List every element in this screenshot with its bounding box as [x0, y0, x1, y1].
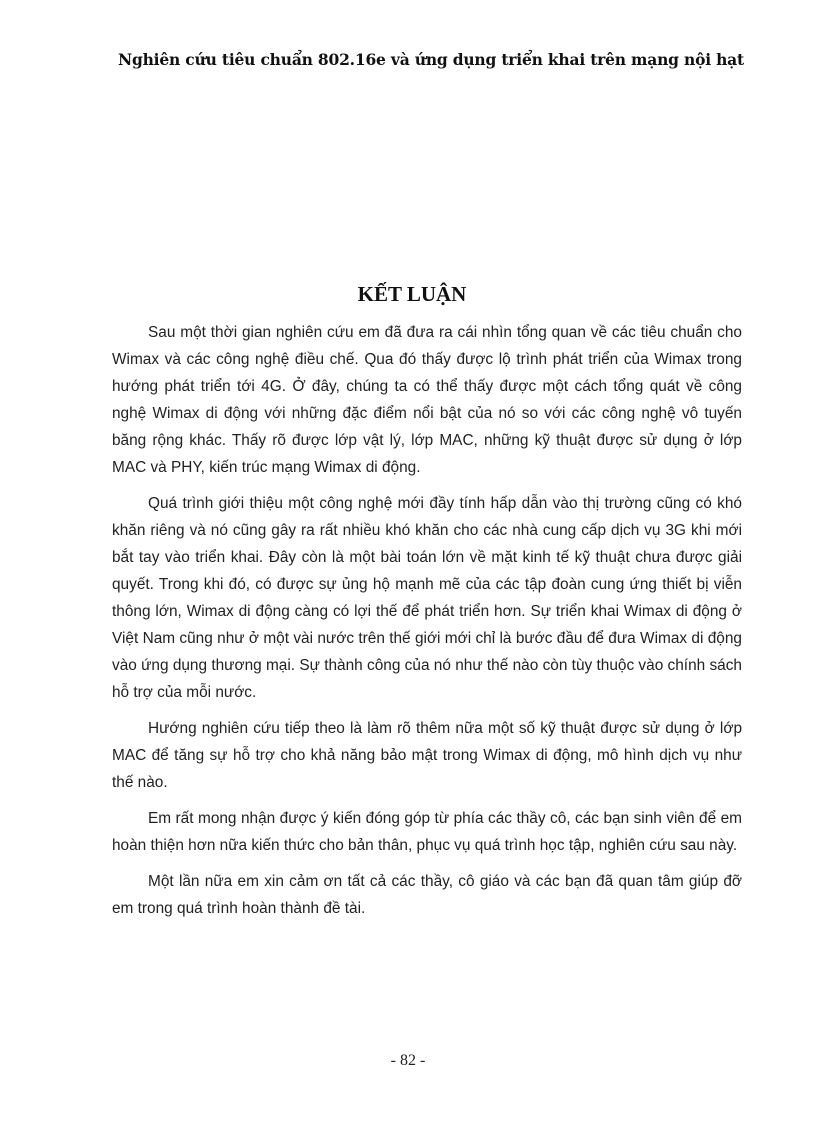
- paragraph-5: Một lần nữa em xin cảm ơn tất cả các thầy, cô giáo và các bạn đã quan tâm giúp đỡ em trong quá trình hoàn thành đề tài.: [112, 873, 742, 917]
- paragraph-3: Hướng nghiên cứu tiếp theo là làm rõ thêm nữa một số kỹ thuật được sử dụng ở lớp MAC để tăng sự hỗ trợ cho khả năng bảo mật trong Wimax di động, mô hình dịch vụ như thế nào.: [112, 720, 742, 791]
- chapter-title: KẾT LUẬN: [357, 282, 467, 306]
- running-header: Nghiên cứu tiêu chuẩn 802.16e và ứng dụng triển khai trên mạng nội hạt: [118, 50, 744, 69]
- body-text: [112, 319, 742, 931]
- paragraph-2: Quá trình giới thiệu một công nghệ mới đầy tính hấp dẫn vào thị trường cũng có khó khăn riêng và nó cũng gây ra rất nhiều khó khăn cho các nhà cung cấp dịch vụ 3G khi mới bắt tay vào triển khai. Đây còn là một bài toán lớn về mặt kinh tế kỹ thuật chưa được giải quyết. Trong khi đó, có được sự ủng hộ mạnh mẽ của các tập đoàn cung ứng thiết bị viễn thông lớn, Wimax di động càng có lợi thế để phát triển hơn. Sự triển khai Wimax di động ở Việt Nam cũng như ở một vài nước trên thế giới mới chỉ là bước đầu để đưa Wimax di động vào ứng dụng thương mại. Sự thành công của nó như thế nào còn tùy thuộc vào chính sách hỗ trợ của mỗi nước.: [112, 495, 742, 701]
- paragraph-1: Sau một thời gian nghiên cứu em đã đưa ra cái nhìn tổng quan về các tiêu chuẩn cho Wimax và các công nghệ điều chế. Qua đó thấy được lộ trình phát triển của Wimax trong hướng phát triển tới 4G. Ở đây, chúng ta có thể thấy được một cách tổng quát về công nghệ Wimax di động với những đặc điểm nổi bật của nó so với các công nghệ vô tuyến băng rộng khác. Thấy rõ được lớp vật lý, lớp MAC, những kỹ thuật được sử dụng ở lớp MAC và PHY, kiến trúc mạng Wimax di động.: [112, 324, 742, 476]
- page-number: - 82 -: [390, 1052, 426, 1069]
- paragraph-4: Em rất mong nhận được ý kiến đóng góp từ phía các thầy cô, các bạn sinh viên để em hoàn thiện hơn nữa kiến thức cho bản thân, phục vụ quá trình học tập, nghiên cứu sau này.: [112, 810, 742, 854]
